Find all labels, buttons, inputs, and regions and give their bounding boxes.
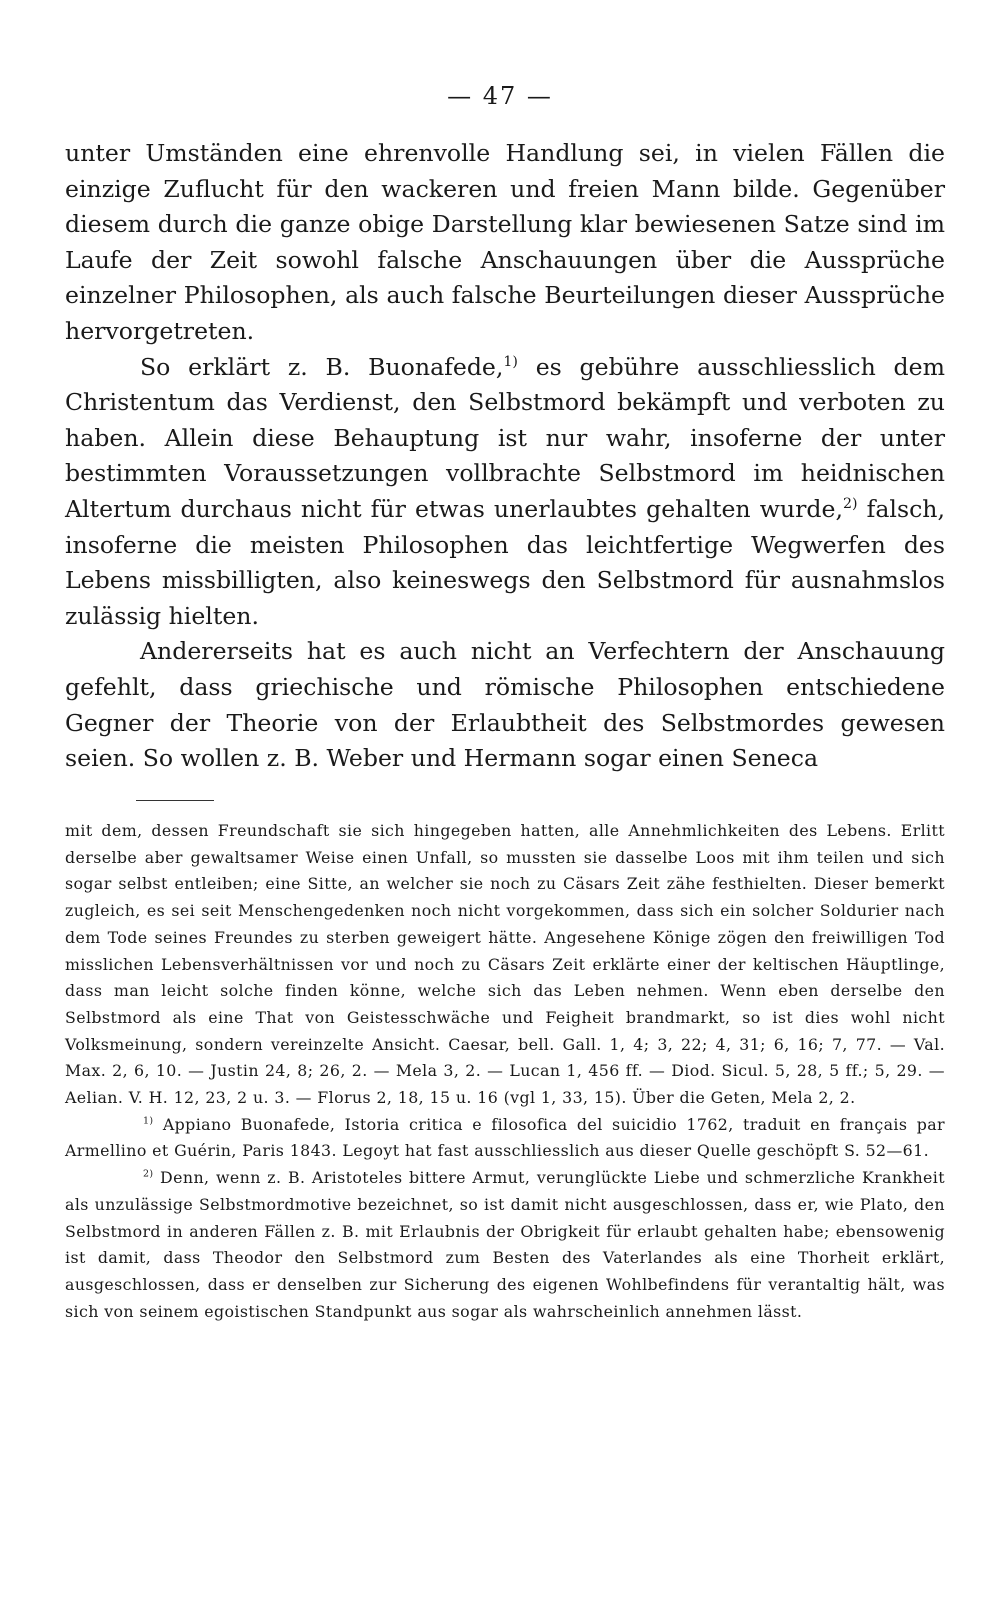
footnote-continued: mit dem, dessen Freundschaft sie sich hingegeben hatten, alle Annehmlichkeiten des Lebens. Erlitt derselbe aber gewaltsamer Weise einen Unfall, so mussten sie dasselbe Loos mit ihm teilen und sich sogar selbst entleiben; eine Sitte, an welcher sie noch zu Cäsars Zeit zähe festhielten. Dieser bemerkt zugleich, es sei seit Menschengedenken noch nicht vorgekommen, dass sich ein solcher Soldurier nach dem Tode seines Freundes zu sterben geweigert hätte. Angesehene Könige zögen den freiwilligen Tod misslichen Lebensverhältnissen vor und noch zu Cäsars Zeit erklärte einer der keltischen Häuptlinge, dass man leicht solche finden könne, welche sich das Leben nehmen. Wenn eben derselbe den Selbstmord als eine That von Geistesschwäche und Feigheit brandmarkt, so ist dies wohl nicht Volksmeinung, sondern vereinzelte Ansicht. Caesar, bell. Gall. 1, 4; 3, 22; 4, 31; 6, 16; 7, 77. — Val. Max. 2, 6, 10. — Justin 24, 8; 26, 2. — Mela 3, 2. — Lucan 1, 456 ff. — Diod. Sicul. 5, 28, 5 ff.; 5, 29. — Aelian. V. H. 12, 23, 2 u. 3. — Florus 2, 18, 15 u. 16 (vgl 1, 33, 15). Über die Geten, Mela 2, 2. [65,821,945,1108]
footnote-2-mark: 2) [143,1168,154,1180]
paragraph-3: Andererseits hat es auch nicht an Verfechtern der Anschauung gefehlt, dass griechische und römische Philosophen entschiedene Gegner der Theorie von der Erlaubtheit des Selbstmordes gewesen seien. So wollen z. B. Weber und Hermann sogar einen Seneca [65,637,945,773]
footnote-2 [65,1165,945,1325]
paragraph-2-text-c: falsch, insoferne die meisten Philosophen das leichtfertige Wegwerfen des Lebens missbilligten, also keineswegs den Selbstmord für ausnahmslos zulässig hielten. [65,494,945,630]
paragraph-2 [65,350,945,635]
footnote-1-mark: 1) [143,1115,154,1127]
footnote-ref-2: 2) [842,496,858,513]
main-text [65,136,945,777]
footnote-ref-1: 1) [503,353,518,370]
footnote-separator [136,800,214,801]
footnotes [65,818,945,1325]
paragraph-2-text-b: es gebühre ausschliesslich dem Christentum das Verdienst, den Selbstmord bekämpft und verboten zu haben. Allein diese Behauptung ist nur wahr, insoferne der unter bestimmten Voraussetzungen vollbrachte Selbstmord im heidnischen Altertum durchaus nicht für etwas unerlaubtes gehalten wurde, [65,352,945,523]
paragraph-1: unter Umständen eine ehrenvolle Handlung sei, in vielen Fällen die einzige Zuflucht für den wackeren und freien Mann bilde. Gegenüber diesem durch die ganze obige Darstellung klar bewiesenen Satze sind im Laufe der Zeit sowohl falsche Anschauungen über die Aussprüche einzelner Philosophen, als auch falsche Beurteilungen dieser Aussprüche hervorgetreten. [65,139,945,345]
footnote-1 [65,1112,945,1165]
footnote-2-text: Denn, wenn z. B. Aristoteles bittere Armut, verunglückte Liebe und schmerzliche Krankheit als unzulässige Selbstmordmotive bezeichnet, so ist damit nicht ausgeschlossen, dass er, wie Plato, den Selbstmord in anderen Fällen z. B. mit Erlaubnis der Obrigkeit für erlaubt gehalten habe; ebensowenig ist damit, dass Theodor den Selbstmord zum Besten des Vaterlandes als eine Thorheit erklärt, ausgeschlossen, dass er denselben zur Sicherung des eigenen Wohlbefindens für verantaltig hält, was sich von seinem egoistischen Standpunkt aus sogar als wahrscheinlich annehmen lässt. [65,1168,945,1321]
paragraph-2-text-a: So erklärt z. B. Buonafede, [140,352,504,381]
footnote-1-text: Appiano Buonafede, Istoria critica e filosofica del suicidio 1762, traduit en français par Armellino et Guérin, Paris 1843. Legoyt hat fast ausschliesslich aus dieser Quelle geschöpft S. 52—61. [65,1114,945,1161]
page-number: — 47 — [447,82,553,110]
